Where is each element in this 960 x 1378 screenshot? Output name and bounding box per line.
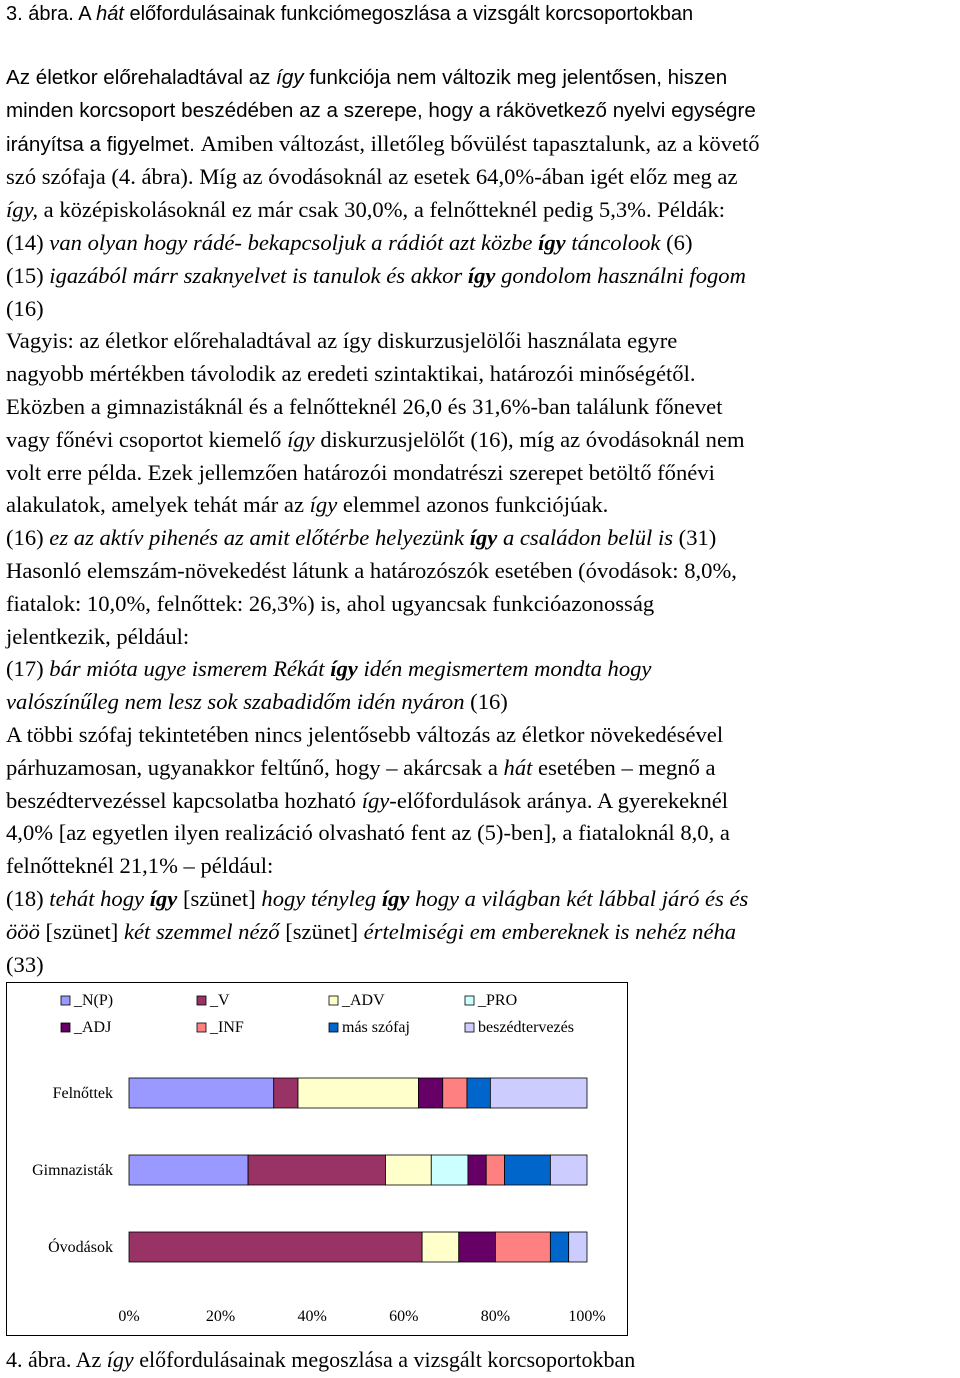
text-line [6,588,958,621]
text-span: vagy főnévi csoportot kiemelő [6,426,288,452]
text-span: (33) [6,951,44,977]
body-text [6,62,958,981]
text-span: (14) [6,229,50,255]
bar-segment [505,1155,551,1185]
text-line [6,817,958,850]
text-line [6,621,958,654]
text-span: a középiskolásoknál ez már csak 30,0%, a felnőtteknél pedig 5,3%. Példák: [38,197,726,223]
bold-example-word: így [149,885,178,911]
text-line [6,194,958,227]
legend-swatch [329,1023,338,1032]
text-span: elemmel azonos funkciójúak. [337,492,609,518]
text-line [6,358,958,391]
text-line [6,555,958,588]
text-span: nagyobb mértékben távolodik az eredeti szintaktikai, határozói minőségétől. [6,361,696,387]
caption-suffix: előfordulásainak funkciómegoszlása a vizsgált korcsoportokban [123,3,694,25]
italic-text: gondolom használni fogom [495,262,746,288]
text-span: volt erre példa. Ezek jellemzően határozói mondatrészi szerepet betöltő főnévi [6,459,715,485]
legend-label: más szófaj [342,1019,410,1036]
bar-segment [467,1078,490,1108]
bar-segment [443,1078,467,1108]
bold-example-word: így [467,262,496,288]
text-line [6,686,958,719]
text-span: [szünet] [39,918,124,944]
text-span: irányítsa a figyelmet. [6,132,201,156]
text-span: (16) [6,295,44,321]
bar-segment [248,1155,385,1185]
italic-text: így [361,787,390,813]
figure-3-caption [6,2,693,26]
legend-label: _N(P) [74,992,114,1009]
text-line [6,522,958,555]
text-line [6,62,958,95]
legend-label: _V [210,992,230,1009]
text-span: (16) [6,525,50,551]
text-span: (18) [6,885,50,911]
legend-label: _INF [210,1019,244,1036]
italic-text: így, [6,197,39,223]
text-span: Eközben a gimnazistáknál és a felnőtteknél 26,0 és 31,6%-ban találunk főnevet [6,393,723,419]
legend-label: _ADJ [74,1019,112,1036]
text-line [6,260,958,293]
italic-text: így [309,492,338,518]
legend-swatch [465,996,474,1005]
text-span: (17) [6,656,50,682]
italic-text: ööö [6,918,40,944]
italic-text: így [276,66,304,89]
text-span: párhuzamosan, ugyanakkor feltűnő, hogy – akárcsak a [6,754,504,780]
italic-text: értelmiségi em embereknek is nehéz néha [363,918,737,944]
text-line [6,883,958,916]
text-span: Vagyis: az életkor előrehaladtával az így diskurzusjelölői használata egyre [6,328,678,354]
italic-text: így [287,426,315,452]
text-span: (6) [660,229,693,255]
legend-swatch [61,996,70,1005]
category-label: Óvodások [48,1239,113,1256]
text-line [6,325,958,358]
italic-text: hogy tényleg [261,885,382,911]
bar-segment [431,1155,468,1185]
text-span: (31) [673,525,717,551]
text-span: fiatalok: 10,0%, felnőttek: 26,3%) is, ahol ugyancsak funkcióazonosság [6,590,655,616]
text-span: -előfordulások aránya. A gyerekeknél [389,787,729,813]
italic-text: bár mióta ugye ismerem Rékát [49,656,331,682]
bold-example-word: így [469,525,498,551]
x-tick-label: 0% [118,1308,140,1325]
chart-svg [7,983,627,1335]
bar-segment [129,1155,248,1185]
x-tick-label: 20% [205,1308,236,1325]
caption-prefix: 3. ábra. A [6,3,97,25]
italic-text: hogy a világban két lábbal járó és és [409,885,749,911]
text-span: szó szófaja (4. ábra). Míg az óvodásoknál az esetek 64,0%-ában igét előz meg az [6,164,738,190]
bar-segment [490,1078,587,1108]
text-line [6,227,958,260]
bar-segment [550,1232,568,1262]
bar-segment [274,1078,298,1108]
text-line [6,719,958,752]
bar-segment [569,1232,587,1262]
x-tick-label: 100% [568,1308,606,1325]
caption-italic-word: így [106,1347,134,1372]
italic-text: tehát hogy [49,885,150,911]
italic-text: két szemmel néző [123,918,280,944]
caption-prefix: 4. ábra. Az [6,1347,107,1372]
figure-4-caption [6,1346,635,1374]
text-line [6,161,958,194]
legend-label: _PRO [478,992,518,1009]
bold-example-word: így [330,656,358,682]
text-line [6,457,958,490]
bar-segment [298,1078,418,1108]
text-line [6,850,958,883]
bar-segment [129,1078,274,1108]
text-line [6,949,958,982]
legend-swatch [197,996,206,1005]
text-span: funkciója nem változik meg jelentősen, hiszen [303,66,728,89]
bar-segment [422,1232,459,1262]
legend-label: beszédtervezés [478,1019,574,1036]
italic-text: ez az aktív pihenés az amit előtérbe helyezünk [49,525,470,551]
legend-label: _ADV [342,992,385,1009]
legend-swatch [197,1023,206,1032]
bar-segment [129,1232,422,1262]
bold-example-word: így [538,229,566,255]
bar-segment [418,1078,442,1108]
stacked-bar-chart [6,982,628,1336]
text-span: A többi szófaj tekintetében nincs jelentősebb változás az életkor növekedésével [6,721,724,747]
text-line [6,128,958,162]
text-line [6,916,958,949]
bar-segment [495,1232,550,1262]
text-line [6,785,958,818]
text-line [6,95,958,128]
italic-text: van olyan hogy rádé- bekapcsoljuk a rádiót azt közbe [49,229,539,255]
italic-text: idén megismertem mondta hogy [357,656,652,682]
text-span: 4,0% [az egyetlen ilyen realizáció olvasható fent az (5)-ben], a fiataloknál 8,0, a [6,820,730,846]
italic-text: valószínűleg nem lesz sok szabadidőm idén nyáron [6,689,465,715]
text-span: (15) [6,262,50,288]
text-line [6,391,958,424]
bar-segment [550,1155,587,1185]
text-span: jelentkezik, például: [6,623,190,649]
text-span: esetében – megnő a [532,754,716,780]
x-tick-label: 60% [389,1308,419,1325]
text-span: minden korcsoport beszédében az a szerepe, hogy a rákövetkező nyelvi egységre [6,98,756,122]
text-span: Az életkor előrehaladtával az [6,66,277,89]
text-span: diskurzusjelölőt (16), míg az óvodásoknál nem [314,426,745,452]
bar-segment [468,1155,486,1185]
text-span: alakulatok, amelyek tehát már az [6,492,310,518]
legend-swatch [61,1023,70,1032]
text-line [6,424,958,457]
bar-segment [486,1155,504,1185]
text-line [6,653,958,686]
text-span: Hasonló elemszám-növekedést látunk a határozószók esetében (óvodások: 8,0%, [6,557,737,583]
italic-text: táncolook [565,229,661,255]
text-span: beszédtervezéssel kapcsolatba hozható [6,787,362,813]
legend-swatch [329,996,338,1005]
x-tick-label: 80% [480,1308,511,1325]
bar-segment [385,1155,431,1185]
text-span: Amiben változást, illetőleg bővülést tapasztalunk, az a követő [200,130,760,156]
text-line [6,293,958,326]
caption-italic-word: hát [96,3,124,25]
category-label: Gimnazisták [32,1162,113,1179]
legend-swatch [465,1023,474,1032]
italic-text: igazából márr szaknyelvet is tanulok és akkor [49,262,468,288]
italic-text: hát [503,754,533,780]
caption-suffix: előfordulásainak megoszlása a vizsgált korcsoportokban [133,1347,636,1372]
text-span: felnőtteknél 21,1% – például: [6,853,274,879]
text-line [6,489,958,522]
category-label: Felnőttek [52,1085,113,1102]
italic-text: a családon belül is [497,525,674,551]
text-span: (16) [464,689,508,715]
x-tick-label: 40% [297,1308,327,1325]
text-span: [szünet] [279,918,364,944]
text-line [6,752,958,785]
text-span: [szünet] [177,885,262,911]
bold-example-word: így [381,885,410,911]
bar-segment [459,1232,496,1262]
